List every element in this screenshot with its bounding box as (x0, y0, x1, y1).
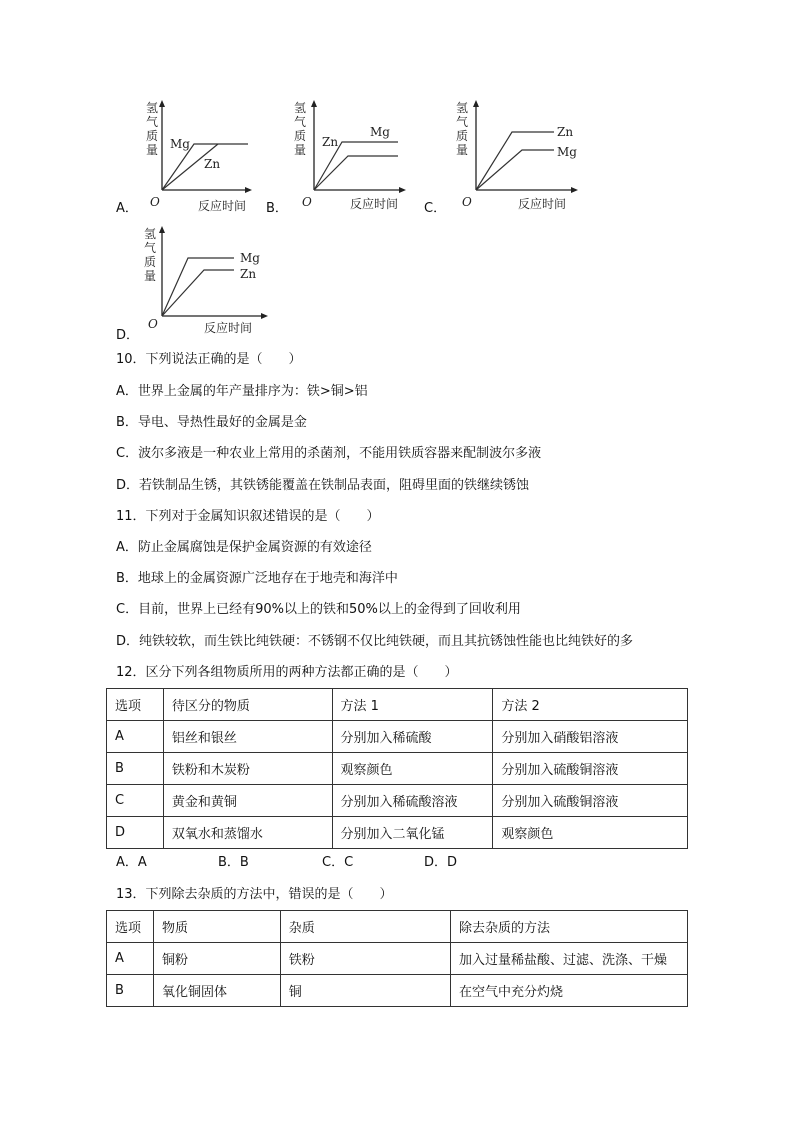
header-cell: 杂质 (280, 911, 450, 943)
table-cell: 加入过量稀盐酸、过滤、洗涤、干燥 (451, 943, 688, 975)
q11-choice-b: B．地球上的金属资源广泛地存在于地壳和海洋中 (116, 571, 398, 586)
table-row (107, 753, 688, 785)
x-axis-label: 反应时间 (350, 197, 399, 211)
svg-text:质: 质 (456, 129, 469, 143)
graph-a (140, 98, 252, 216)
y-axis-label (146, 101, 158, 157)
svg-text:氢: 氢 (146, 101, 159, 115)
q11-choice-d: D．纯铁较软，而生铁比纯铁硬：不锈钢不仅比纯铁硬，而且其抗锈蚀性能也比纯铁好的多 (116, 634, 634, 649)
svg-text:气: 气 (456, 115, 469, 129)
origin-label: O (302, 195, 312, 209)
svg-text:氢: 氢 (144, 227, 157, 241)
table-cell: B (107, 975, 154, 1007)
table-cell: 分别加入稀硫酸 (332, 721, 493, 753)
origin-label: O (148, 317, 158, 331)
svg-text:量: 量 (144, 269, 157, 283)
answer-option-d: D．D (424, 855, 458, 870)
mg-line (314, 142, 398, 190)
q10-choice-c: C．波尔多液是一种农业上常用的杀菌剂，不能用铁质容器来配制波尔多液 (116, 446, 542, 461)
svg-text:质: 质 (294, 129, 307, 143)
svg-text:气: 气 (144, 241, 157, 255)
table-cell: A (107, 943, 154, 975)
y-axis-label (294, 101, 306, 157)
q10-stem: 10．下列说法正确的是（ ） (116, 352, 302, 367)
table-cell: 分别加入硝酸铝溶液 (493, 721, 688, 753)
q10-choice-a: A．世界上金属的年产量排序为：铁>铜>铝 (116, 384, 368, 399)
y-axis-arrow (311, 100, 317, 107)
header-cell: 物质 (153, 911, 280, 943)
zn-label: Zn (557, 125, 574, 139)
origin-label: O (462, 195, 472, 209)
origin-label: O (150, 195, 160, 209)
mg-line (162, 258, 234, 316)
answer-option-c: C．C (322, 855, 354, 870)
answer-option-a: A．A (116, 855, 147, 870)
y-axis-label (456, 101, 468, 157)
svg-text:质: 质 (144, 255, 157, 269)
graph-d (140, 224, 270, 340)
svg-text:量: 量 (146, 143, 159, 157)
option-c-letter: C． (424, 201, 447, 216)
answer-option-b: B．B (218, 855, 249, 870)
mg-label: Mg (170, 137, 190, 151)
table-cell: 观察颜色 (332, 753, 493, 785)
header-cell: 待区分的物质 (163, 689, 332, 721)
q12-answer-options (116, 854, 457, 872)
y-axis-arrow (473, 100, 479, 107)
option-a-letter: A． (116, 201, 138, 216)
table-cell: 黄金和黄铜 (163, 785, 332, 817)
q11-choice-c: C．目前，世界上已经有90%以上的铁和50%以上的金得到了回收利用 (116, 602, 521, 617)
table-cell: C (107, 785, 164, 817)
graph-c (450, 98, 580, 216)
header-cell: 除去杂质的方法 (451, 911, 688, 943)
zn-label: Zn (204, 157, 221, 171)
option-b-letter: B． (266, 201, 288, 216)
q12-table (106, 688, 688, 849)
svg-text:量: 量 (294, 143, 307, 157)
table-cell: 分别加入硫酸铜溶液 (493, 785, 688, 817)
y-axis-arrow (159, 100, 165, 107)
q10-choice-d: D．若铁制品生锈，其铁锈能覆盖在铁制品表面，阻碍里面的铁继续锈蚀 (116, 478, 530, 493)
q13-stem: 13．下列除去杂质的方法中，错误的是（ ） (116, 887, 393, 902)
y-axis-arrow (159, 226, 165, 233)
mg-label: Mg (370, 125, 390, 139)
table-header-row (107, 911, 688, 943)
q12-stem: 12．区分下列各组物质所用的两种方法都正确的是（ ） (116, 665, 458, 680)
q10-choice-b: B．导电、导热性最好的金属是金 (116, 415, 307, 430)
svg-text:气: 气 (146, 115, 159, 129)
table-header-row (107, 689, 688, 721)
table-row (107, 943, 688, 975)
q11-choice-a: A．防止金属腐蚀是保护金属资源的有效途径 (116, 540, 372, 555)
graph-b (288, 98, 408, 216)
x-axis-label: 反应时间 (204, 321, 253, 335)
table-cell: D (107, 817, 164, 849)
table-cell: 铜粉 (153, 943, 280, 975)
table-cell: 氧化铜固体 (153, 975, 280, 1007)
mg-line (476, 150, 554, 190)
table-cell: 观察颜色 (493, 817, 688, 849)
q13-table (106, 910, 688, 1007)
table-row (107, 817, 688, 849)
svg-text:质: 质 (146, 129, 159, 143)
table-cell: 铝丝和银丝 (163, 721, 332, 753)
x-axis-label: 反应时间 (198, 199, 247, 213)
q11-stem: 11．下列对于金属知识叙述错误的是（ ） (116, 509, 380, 524)
table-cell: 铁粉和木炭粉 (163, 753, 332, 785)
table-row (107, 785, 688, 817)
x-axis-arrow (399, 187, 406, 193)
header-cell: 选项 (107, 911, 154, 943)
zn-line (476, 132, 554, 190)
zn-label: Zn (240, 267, 257, 281)
x-axis-label: 反应时间 (518, 197, 567, 211)
x-axis-arrow (245, 187, 252, 193)
table-row (107, 975, 688, 1007)
mg-label: Mg (557, 145, 577, 159)
svg-text:气: 气 (294, 115, 307, 129)
header-cell: 方法 2 (493, 689, 688, 721)
table-row (107, 721, 688, 753)
zn-label: Zn (322, 135, 339, 149)
y-axis-label (144, 227, 156, 283)
table-cell: A (107, 721, 164, 753)
header-cell: 选项 (107, 689, 164, 721)
header-cell: 方法 1 (332, 689, 493, 721)
table-cell: 分别加入硫酸铜溶液 (493, 753, 688, 785)
table-cell: 分别加入稀硫酸溶液 (332, 785, 493, 817)
svg-text:量: 量 (456, 143, 469, 157)
svg-text:氢: 氢 (456, 101, 469, 115)
table-cell: 铁粉 (280, 943, 450, 975)
table-cell: 分别加入二氧化锰 (332, 817, 493, 849)
table-cell: B (107, 753, 164, 785)
table-cell: 铜 (280, 975, 450, 1007)
mg-label: Mg (240, 251, 260, 265)
x-axis-arrow (571, 187, 578, 193)
option-d-letter: D． (116, 328, 140, 343)
x-axis-arrow (261, 313, 268, 319)
svg-text:氢: 氢 (294, 101, 307, 115)
table-cell: 双氧水和蒸馏水 (163, 817, 332, 849)
zn-line (314, 156, 398, 190)
table-cell: 在空气中充分灼烧 (451, 975, 688, 1007)
